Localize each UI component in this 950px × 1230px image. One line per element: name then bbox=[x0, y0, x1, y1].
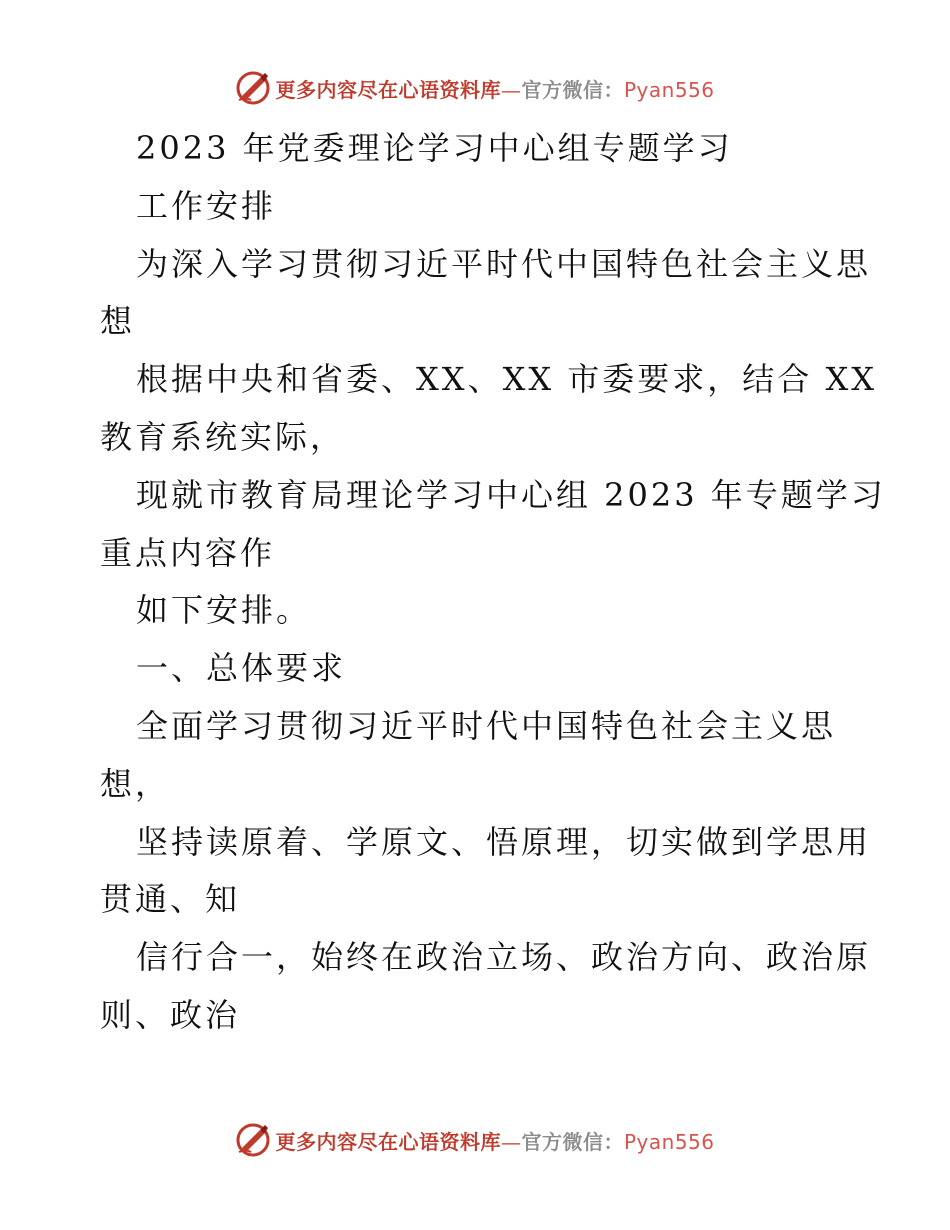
banner-wechat-label: 官方微信： bbox=[521, 1129, 624, 1154]
document-line: 一、总体要求 bbox=[136, 649, 347, 688]
header-watermark-banner bbox=[0, 68, 950, 108]
footer-watermark-banner bbox=[0, 1120, 950, 1160]
document-line: 信行合一，始终在政治立场、政治方向、政治原 bbox=[136, 938, 872, 977]
document-line: 坚持读原着、学原文、悟原理，切实做到学思用 bbox=[136, 822, 872, 861]
banner-account: Pyan556 bbox=[623, 1129, 715, 1154]
document-line: 2023 年党委理论学习中心组专题学习 bbox=[136, 129, 733, 167]
document-line: 想， bbox=[100, 764, 171, 803]
banner-text bbox=[275, 74, 714, 103]
banner-main-text: 更多内容尽在心语资料库 bbox=[275, 1129, 501, 1154]
banner-text bbox=[275, 1126, 714, 1155]
document-line: 重点内容作 bbox=[100, 533, 276, 572]
banner-wechat-label: 官方微信： bbox=[521, 77, 624, 102]
banner-account: Pyan556 bbox=[623, 77, 715, 102]
banner-dash: — bbox=[500, 77, 522, 102]
document-line: 如下安排。 bbox=[136, 591, 312, 630]
banner-main-text: 更多内容尽在心语资料库 bbox=[275, 77, 501, 102]
document-line: 工作安排 bbox=[136, 186, 277, 225]
brand-logo-icon bbox=[235, 70, 271, 106]
document-line: 为深入学习贯彻习近平时代中国特色社会主义思 bbox=[136, 244, 872, 283]
document-line: 现就市教育局理论学习中心组 2023 年专题学习 bbox=[136, 475, 886, 514]
document-line: 想 bbox=[100, 302, 136, 341]
document-line: 贯通、知 bbox=[100, 880, 241, 919]
document-line: 根据中央和省委、XX、XX 市委要求，结合 XX bbox=[136, 360, 878, 399]
document-line: 全面学习贯彻习近平时代中国特色社会主义思 bbox=[136, 706, 837, 745]
brand-logo-icon bbox=[235, 1122, 271, 1158]
banner-dash: — bbox=[500, 1129, 522, 1154]
document-line: 则、政治 bbox=[100, 995, 241, 1034]
document-body bbox=[100, 120, 886, 1045]
document-line: 教育系统实际， bbox=[100, 417, 346, 456]
